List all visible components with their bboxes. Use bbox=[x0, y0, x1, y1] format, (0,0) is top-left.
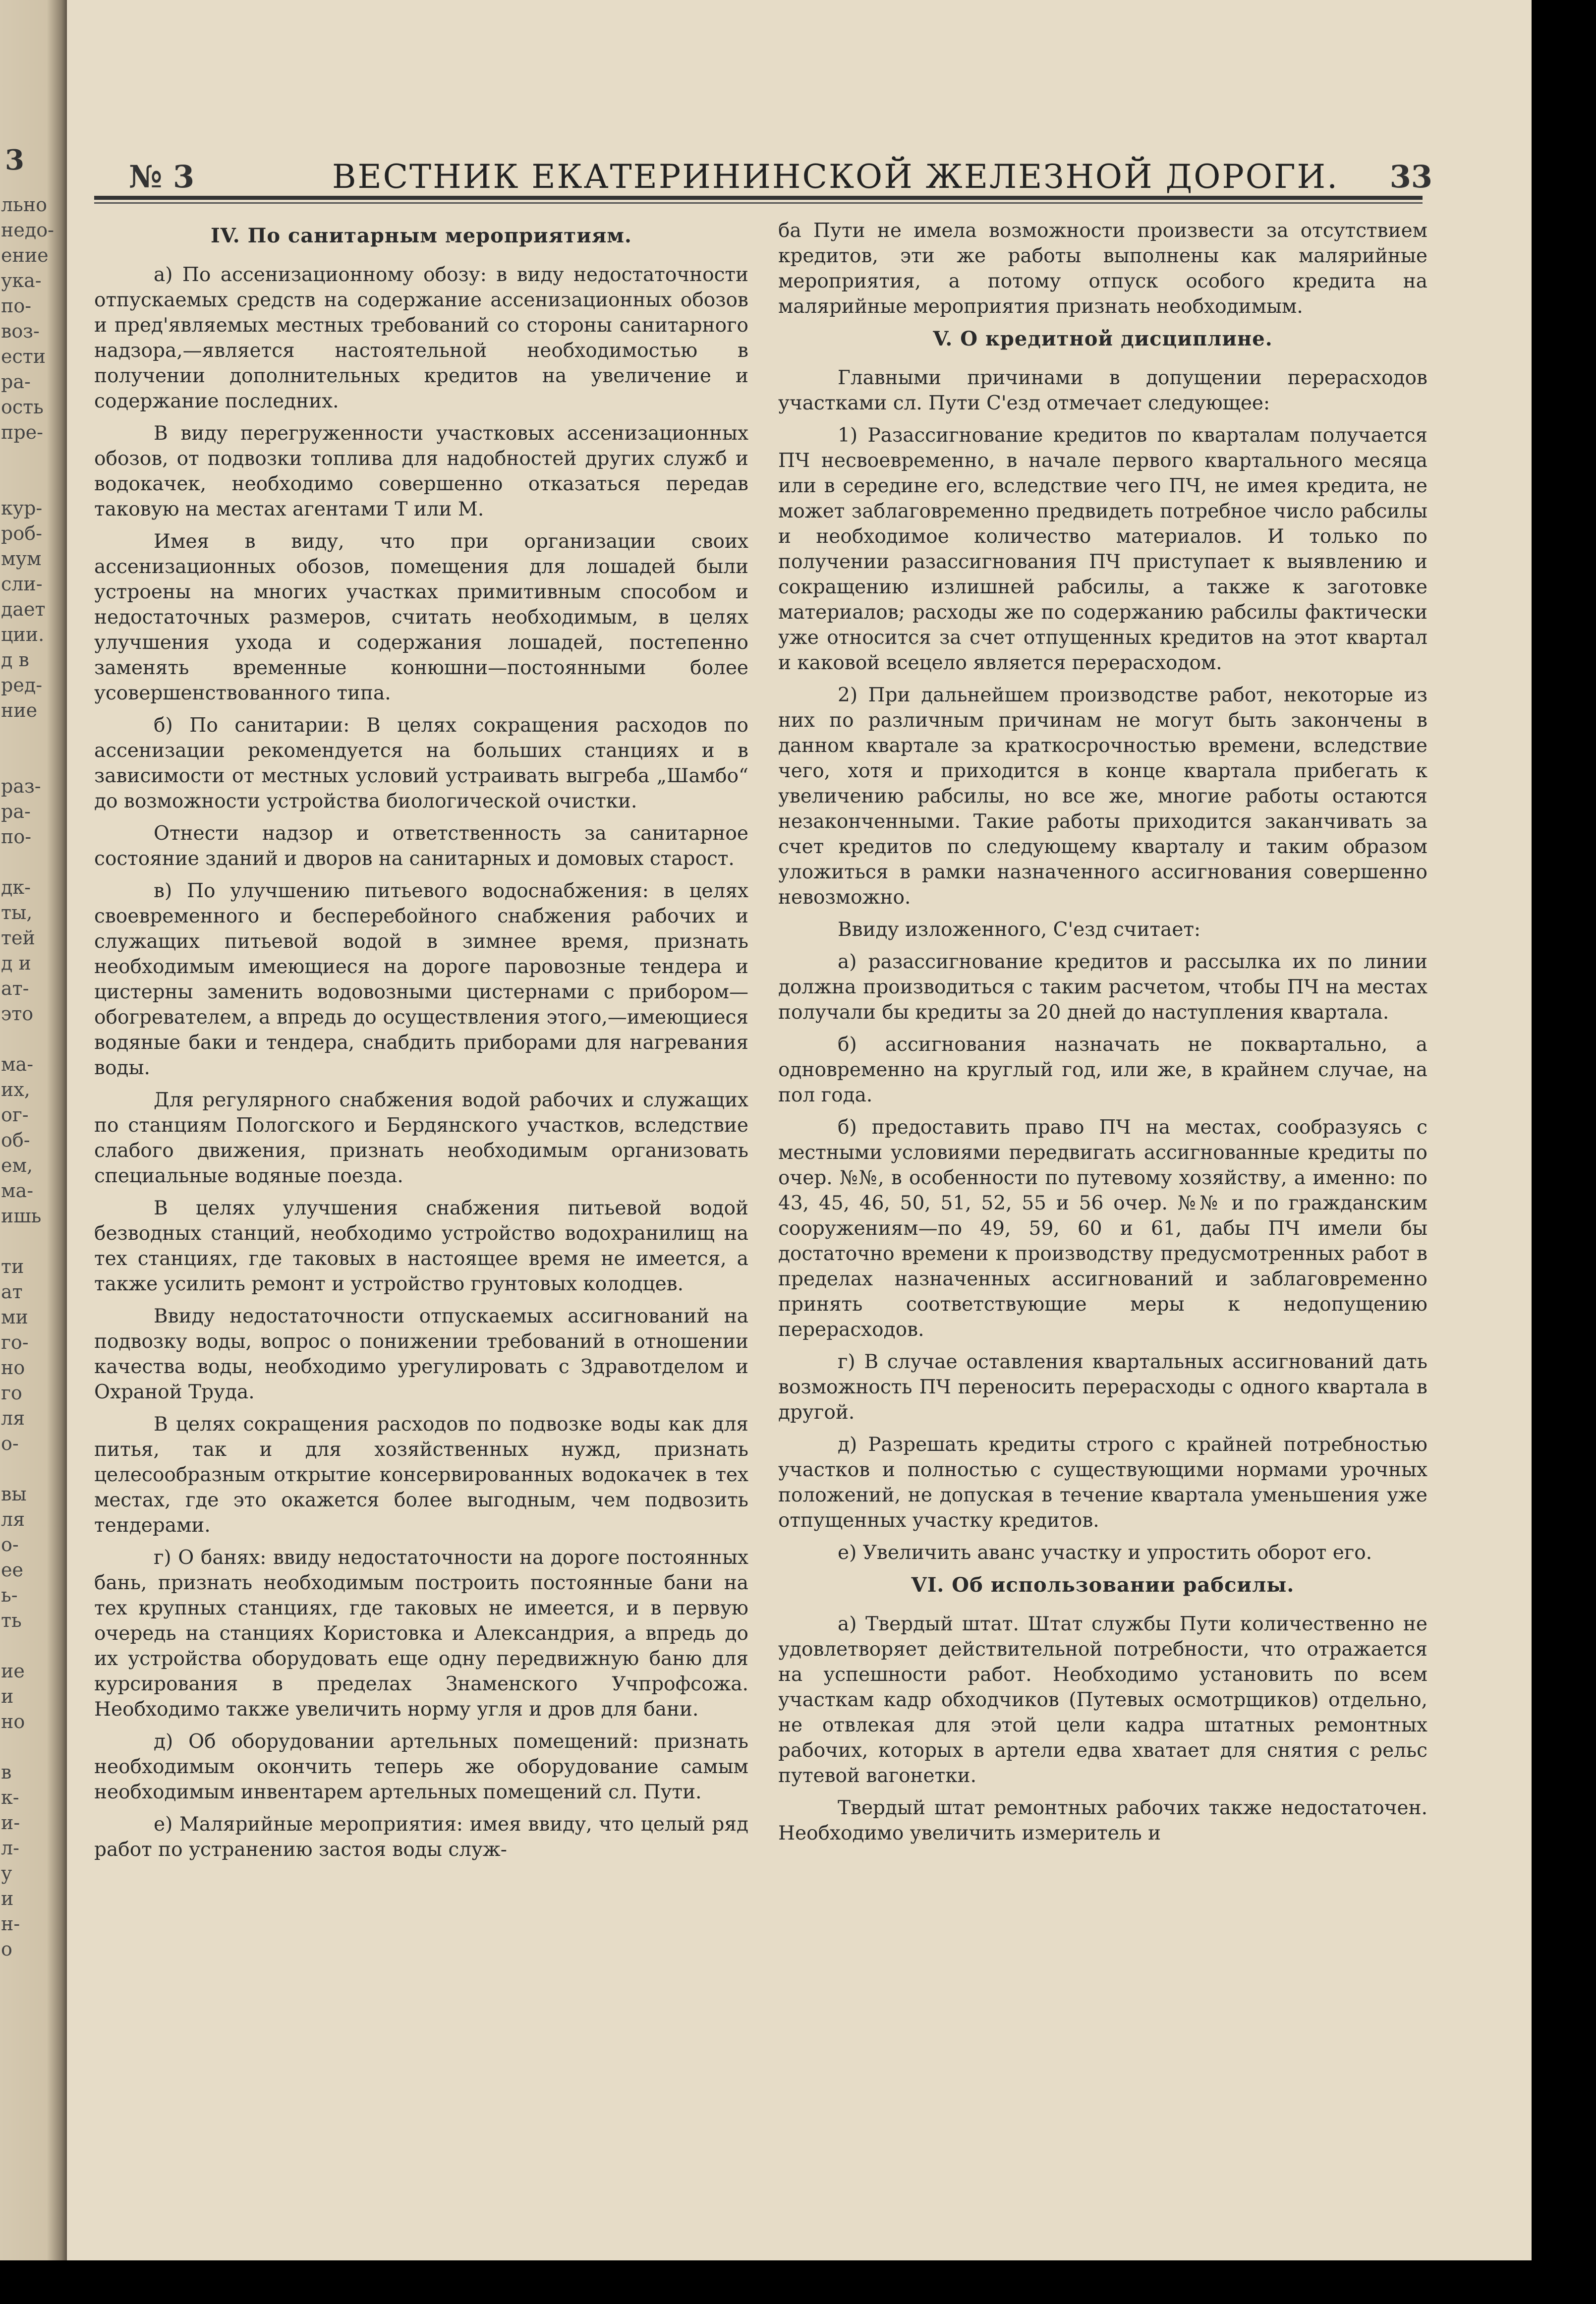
gutter-fragment: ем, bbox=[1, 1154, 33, 1176]
gutter-fragment: ра- bbox=[1, 801, 31, 822]
gutter-fragment: ести bbox=[1, 346, 46, 367]
gutter-fragment: ука- bbox=[1, 270, 42, 291]
previous-page-number: 3 bbox=[5, 144, 24, 176]
gutter-fragment: ля bbox=[1, 1407, 25, 1429]
gutter-fragment: и- bbox=[1, 1812, 20, 1834]
paragraph: Для регулярного снабжения водой рабочих и служащих по станциям Пологского и Бердянского участков, вследствие слабого движения, признать необходимым организовать специальные водяные поезда. bbox=[94, 1089, 748, 1187]
gutter-fragment: о bbox=[1, 1938, 12, 1960]
gutter-fragment: ти bbox=[1, 1256, 24, 1277]
paragraph: Главными причинами в допущении перерасходов участками сл. Пути С'езд отмечает следующее: bbox=[778, 367, 1427, 414]
paragraph: Отнести надзор и ответственность за санитарное состояние зданий и дворов на санитарных и домовых старост. bbox=[94, 822, 748, 870]
section-heading: V. О кредитной дисциплине. bbox=[933, 327, 1273, 350]
gutter-fragment: их, bbox=[1, 1079, 30, 1100]
gutter-fragment: и bbox=[1, 1888, 14, 1909]
gutter-fragment: ние bbox=[1, 699, 38, 721]
paragraph: В целях улучшения снабжения питьевой водой безводных станций, необходимо устройство водохранилищ на тех станциях, где таковых в настоящее время не имеется, а также усилить ремонт и устройство грунтовых колодцев. bbox=[94, 1197, 748, 1295]
paragraph: г) В случае оставления квартальных ассигнований дать возможность ПЧ переносить перерасходы с одного квартала в другой. bbox=[778, 1351, 1427, 1424]
paragraph: а) Твердый штат. Штат службы Пути количественно не удовлетворяет действительной потребности, что отражается на успешности работ. Необходимо установить по всем участкам кадр обходчиков (Путевых осмотрщиков) отдельно, не отвлекая для этой цели кадра штатных ремонтных рабочих, которых в артели едва хватает для снятия с рельс путевой вагонетки. bbox=[778, 1613, 1427, 1787]
section-heading: IV. По санитарным мероприятиям. bbox=[211, 224, 632, 247]
paragraph: е) Малярийные мероприятия: имея ввиду, что целый ряд работ по устранению застоя воды служ- bbox=[94, 1813, 748, 1861]
left-column bbox=[94, 218, 748, 1869]
gutter-fragment: у bbox=[1, 1862, 12, 1884]
paragraph: а) По ассенизационному обозу: в виду недостаточности отпускаемых средств на содержание ассенизационных обозов и пред'являемых местных требований со стороны санитарного надзора,—является настоятельной необходимостью в получении дополнительных кредитов на увеличение и содержание последних. bbox=[94, 264, 748, 412]
gutter-fragment: го- bbox=[1, 1331, 29, 1353]
paragraph: д) Об оборудовании артельных помещений: признать необходимым окончить теперь же оборудование самым необходимым инвентарем артельных помещений сл. Пути. bbox=[94, 1730, 748, 1803]
page-number: 33 bbox=[1389, 159, 1432, 195]
gutter-fragment: о- bbox=[1, 1433, 19, 1454]
issue-number: № 3 bbox=[129, 159, 195, 195]
gutter-fragment: го bbox=[1, 1382, 22, 1404]
journal-title: ВЕСТНИК ЕКАТЕРИНИНСКОЙ ЖЕЛЕЗНОЙ ДОРОГИ. bbox=[332, 158, 1339, 196]
gutter-fragment: ции. bbox=[1, 624, 45, 645]
paragraph: 2) При дальнейшем производстве работ, некоторые из них по различным причинам не могут быть закончены в данном квартале за краткосрочностью времени, вследствие чего, хотя и приходится в конце квартала прибегать к увеличению рабсилы, но все же, многие работы остаются незаконченными. Такие работы приходится заканчивать за счет кредитов по следующему кварталу и таким образом уложиться в рамки назначенного ассигнования совершенно невозможно. bbox=[778, 684, 1427, 909]
gutter-fragment: тей bbox=[1, 927, 35, 949]
gutter-fragment: и bbox=[1, 1685, 14, 1707]
gutter-fragment: но bbox=[1, 1711, 25, 1732]
paragraph: б) ассигнования назначать не поквартально, а одновременно на круглый год, или же, в крайнем случае, на пол года. bbox=[778, 1034, 1427, 1106]
right-column bbox=[778, 218, 1427, 1853]
paragraph: в) По улучшению питьевого водоснабжения: в целях своевременного и бесперебойного снабжения рабочих и служащих питьевой водой в зимнее время, признать необходимым имеющиеся на дороге паровозные тендера и цистерны заменить водовозными цистернами с прибором—обогревателем, а впредь до осуществления этого,—имеющиеся водяные баки и тендера, снабдить приборами для нагревания воды. bbox=[94, 880, 748, 1079]
header-rule bbox=[94, 196, 1423, 200]
paragraph: ба Пути не имела возможности произвести за отсутствием кредитов, эти же работы выполнены как малярийные мероприятия, а потому отпуск особого кредита на малярийные мероприятия признать необходимым. bbox=[778, 220, 1427, 318]
gutter-fragment: д и bbox=[1, 952, 31, 974]
gutter-fragment: пре- bbox=[1, 421, 43, 443]
paragraph: Ввиду изложенного, С'езд считает: bbox=[838, 919, 1201, 941]
gutter-fragment: ишь bbox=[1, 1205, 42, 1227]
gutter-fragment: д в bbox=[1, 649, 29, 671]
gutter-fragment: недо- bbox=[1, 219, 54, 241]
paragraph: В целях сокращения расходов по подвозке воды как для питья, так и для хозяйственных нужд, признать целесообразным открытие консервированных водокачек в тех местах, где это окажется более выгодным, чем подвозить тендерами. bbox=[94, 1413, 748, 1537]
gutter-fragment: вы bbox=[1, 1483, 27, 1505]
gutter-fragment: ма- bbox=[1, 1053, 34, 1075]
gutter-fragment: ее bbox=[1, 1559, 23, 1581]
paragraph: 1) Разассигнование кредитов по кварталам получается ПЧ несвоевременно, в начале первого квартального месяца или в середине его, вследствие чего ПЧ, не имея кредита, не может заблаговременно предвидеть потребное число рабсилы и необходимое количество материалов. И только по получении разассигнования ПЧ приступает к выявлению и сокращению излишней рабсилы, а также к заготовке материалов; расходы же по содержанию рабсилы фактически уже относится за счет отпущенных кредитов на этот квартал и каковой всецело является перерасходом. bbox=[778, 424, 1427, 674]
gutter-fragment: ение bbox=[1, 244, 49, 266]
gutter-fragment: по- bbox=[1, 295, 32, 317]
gutter-fragment: раз- bbox=[1, 775, 41, 797]
paragraph: б) По санитарии: В целях сокращения расходов по ассенизации рекомендуется на больших станциях и в зависимости от местных условий устраивать выгреба „Шамбо“ до возможности устройства биологической очистки. bbox=[94, 714, 748, 812]
gutter-fragment: это bbox=[1, 1003, 34, 1025]
paragraph: Твердый штат ремонтных рабочих также недостаточен. Необходимо увеличить измеритель и bbox=[778, 1797, 1427, 1844]
gutter-fragment: ты, bbox=[1, 902, 33, 923]
gutter-fragment: но bbox=[1, 1357, 25, 1379]
paragraph: а) разассигнование кредитов и рассылка их по линии должна производиться с таким расчетом, чтобы ПЧ на местах получали бы кредиты за 20 дней до наступления квартала. bbox=[778, 951, 1427, 1024]
gutter-fragment: ми bbox=[1, 1306, 28, 1328]
section-heading: VI. Об использовании рабсилы. bbox=[911, 1573, 1295, 1597]
gutter-fragment: ие bbox=[1, 1660, 25, 1682]
gutter-fragment: ь- bbox=[1, 1584, 18, 1606]
gutter-fragment: ость bbox=[1, 396, 44, 418]
previous-page-gutter bbox=[0, 0, 67, 2260]
gutter-fragment: воз- bbox=[1, 320, 40, 342]
gutter-fragment: о- bbox=[1, 1534, 19, 1555]
gutter-fragment: ля bbox=[1, 1508, 25, 1530]
gutter-fragment: об- bbox=[1, 1129, 30, 1151]
gutter-fragment: л- bbox=[1, 1837, 19, 1859]
paragraph: г) О банях: ввиду недостаточности на дороге постоянных бань, признать необходимым построить постоянные бани на тех крупных станциях, где таковых не имеется, и в первую очередь на станциях Користовка и Александрия, а впредь до их устройства оборудовать еще одну передвижную баню для курсирования в пределах Знаменского Учпрофсожа. Необходимо также увеличить норму угля и дров для бани. bbox=[94, 1547, 748, 1721]
gutter-fragment: н- bbox=[1, 1913, 20, 1935]
gutter-fragment: к- bbox=[1, 1786, 19, 1808]
gutter-fragment: ть bbox=[1, 1610, 22, 1631]
gutter-fragment: ра- bbox=[1, 371, 31, 393]
gutter-fragment: ат- bbox=[1, 978, 29, 999]
paragraph: Ввиду недостаточности отпускаемых ассигнований на подвозку воды, вопрос о понижении требований в отношении качества воды, необходимо урегулировать с Здравотделом и Охраной Труда. bbox=[94, 1305, 748, 1403]
gutter-fragment: кур- bbox=[1, 497, 43, 519]
paragraph: В виду перегруженности участковых ассенизационных обозов, от подвозки топлива для надобностей других служб и водокачек, необходимо совершенно отказаться передав таковую на местах агентами Т или М. bbox=[94, 422, 748, 520]
gutter-fragment: роб- bbox=[1, 522, 42, 544]
gutter-fragment: дк- bbox=[1, 876, 31, 898]
paragraph: Имея в виду, что при организации своих ассенизационных обозов, помещения для лошадей были устроены на многих участках примитивным способом и недостаточных размеров, считать необходимым, в целях улучшения ухода и содержания лошадей, постепенно заменять временные конюшни—постоянными более усовершенствованного типа. bbox=[94, 530, 748, 704]
gutter-fragment: ог- bbox=[1, 1104, 29, 1126]
gutter-fragment: в bbox=[1, 1761, 12, 1783]
gutter-fragment: ат bbox=[1, 1281, 23, 1303]
gutter-fragment: дает bbox=[1, 598, 46, 620]
gutter-fragment: ред- bbox=[1, 674, 43, 696]
header-rule-thin bbox=[94, 202, 1423, 204]
gutter-fragment: ма- bbox=[1, 1180, 34, 1202]
gutter-fragment: сли- bbox=[1, 573, 43, 595]
paragraph: д) Разрешать кредиты строго с крайней потребностью участков и полностью с существующими нормами урочных положений, не допуская в течение квартала уменьшения уже отпущенных участку кредитов. bbox=[778, 1434, 1427, 1532]
paragraph: б) предоставить право ПЧ на местах, сообразуясь с местными условиями передвигать ассигнованные кредиты по очер. №№, в особенности по путевому хозяйству, а именно: по 43, 45, 46, 50, 51, 52, 55 и 56 очер. №№ и по гражданским сооружениям—по 49, 59, 60 и 61, дабы ПЧ имели бы достаточно времени к производству предусмотренных работ в пределах назначенных ассигнований и заблаговременно принять соответствующие меры к недопущению перерасходов. bbox=[778, 1116, 1427, 1341]
paragraph: е) Увеличить аванс участку и упростить оборот его. bbox=[838, 1542, 1372, 1564]
gutter-fragment: мум bbox=[1, 548, 42, 570]
gutter-fragment: по- bbox=[1, 826, 32, 848]
gutter-fragment: льно bbox=[1, 194, 48, 216]
